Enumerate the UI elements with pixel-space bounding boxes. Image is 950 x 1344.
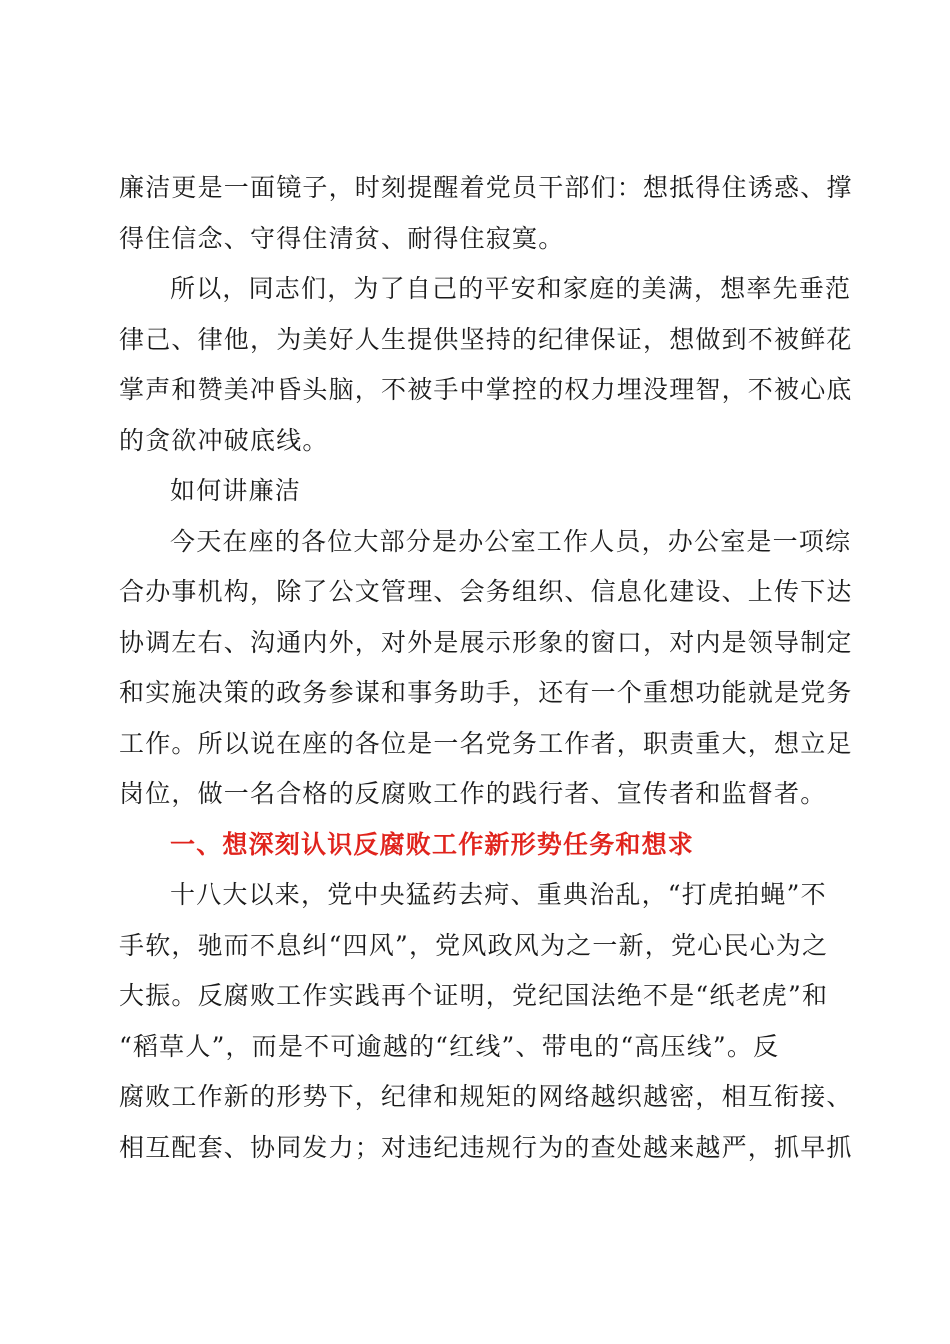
text-line: 今天在座的各位大部分是办公室工作人员，办公室是一项综 xyxy=(170,526,852,556)
text-line: 十八大以来，党中央猛药去疴、重典治乱，“打虎拍蝇”不 xyxy=(170,880,827,909)
text-line: 得住信念、守得住清贫、耐得住寂寞。 xyxy=(119,223,565,253)
text-line: 如何讲廉洁 xyxy=(170,476,302,505)
paragraph-comrades xyxy=(119,264,853,466)
text-line: 掌声和赞美冲昏头脑，不被手中掌控的权力埋没理智，不被心底 xyxy=(119,375,853,404)
text-line: 相互配套、协同发力；对违纪违规行为的查处越来越严，抓早抓 xyxy=(119,1132,853,1162)
text-line: 腐败工作新的形势下，纪律和规矩的网络越织越密，相互衔接、 xyxy=(119,1082,853,1111)
text-line: 的贪欲冲破底线。 xyxy=(119,425,329,455)
text-line: 所以，同志们，为了自己的平安和家庭的美满，想率先垂范 xyxy=(170,274,852,303)
text-line: 廉洁更是一面镜子，时刻提醒着党员干部们：想抵得住诱惑、撑 xyxy=(119,173,853,202)
text-line: 合办事机构，除了公文管理、会务组织、信息化建设、上传下达 xyxy=(119,577,853,606)
text-line: 工作。所以说在座的各位是一名党务工作者，职责重大，想立足 xyxy=(119,728,853,758)
paragraph-office xyxy=(119,517,853,820)
paragraph-subheading xyxy=(119,466,837,517)
section-heading xyxy=(119,820,837,871)
heading-line: 一、想深刻认识反腐败工作新形势任务和想求 xyxy=(170,829,695,859)
text-line: 律己、律他，为美好人生提供坚持的纪律保证，想做到不被鲜花 xyxy=(119,324,853,354)
text-line: 协调左右、沟通内外，对外是展示形象的窗口，对内是领导制定 xyxy=(119,627,853,657)
document-body xyxy=(119,163,853,1173)
paragraph-mirror xyxy=(119,163,853,264)
text-line: 大振。反腐败工作实践再个证明，党纪国法绝不是“纸老虎”和 xyxy=(119,981,829,1010)
paragraph-eighteenth-congress xyxy=(119,870,853,1173)
text-line: 手软，驰而不息纠“四风”，党风政风为之一新，党心民心为之 xyxy=(119,930,829,960)
text-line: “稻草人”，而是不可逾越的“红线”、带电的“高压线”。反 xyxy=(119,1031,780,1061)
text-line: 和实施决策的政务参谋和事务助手，还有一个重想功能就是党务 xyxy=(119,678,853,707)
text-line: 岗位，做一名合格的反腐败工作的践行者、宣传者和监督者。 xyxy=(119,779,827,808)
